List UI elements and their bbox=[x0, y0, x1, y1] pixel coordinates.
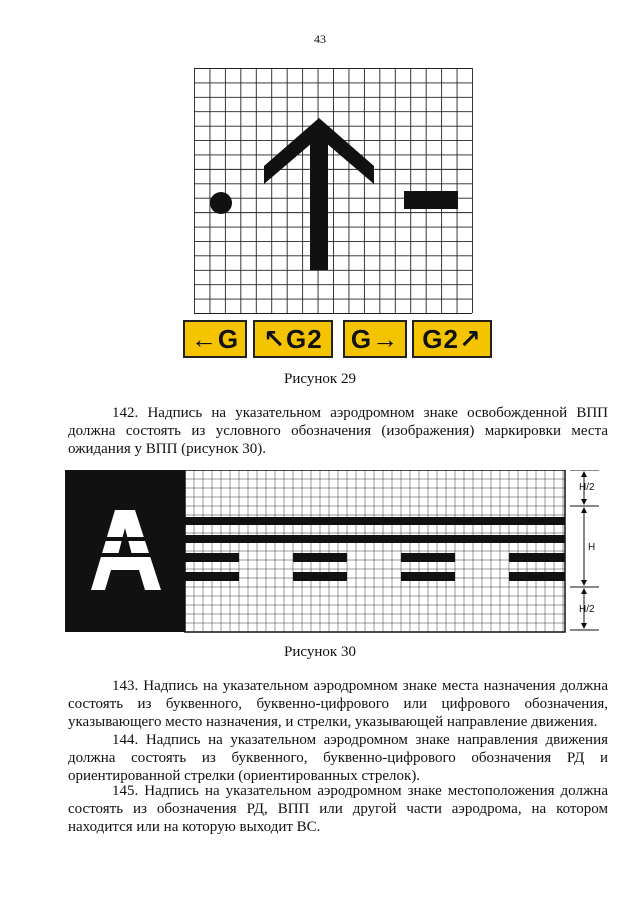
dim-label-top: H/2 bbox=[579, 482, 595, 493]
holding-marking bbox=[185, 517, 565, 581]
dot-symbol bbox=[210, 192, 232, 214]
dim-label-bottom: H/2 bbox=[579, 604, 595, 615]
page-number: 43 bbox=[314, 32, 326, 46]
sign-upleft-g2: ↖G2 bbox=[253, 320, 333, 358]
sign-right-g: G→ bbox=[343, 320, 407, 358]
dash-symbol bbox=[404, 191, 458, 209]
figure-30 bbox=[65, 470, 605, 634]
figure-29-grid bbox=[194, 68, 473, 314]
dim-label-middle: H bbox=[588, 542, 596, 553]
paragraph-143: 143. Надпись на указательном аэродромном знаке места назначения должна состоять из буквенного, буквенно-цифрового или цифрового обозначения, указывающего место назначения, и стрелки, указывающей направление движения. bbox=[68, 678, 608, 730]
paragraph-144: 144. Надпись на указательном аэродромном знаке направления движения должна состоять из буквенного, буквенно-цифрового обозначения РД и ориентированной стрелки (ориентированных стрелок). bbox=[68, 732, 608, 784]
sign-left-g: ←G bbox=[183, 320, 247, 358]
sign-upright-g2: G2↗ bbox=[412, 320, 492, 358]
figure-30-caption: Рисунок 30 bbox=[284, 644, 356, 660]
figure-29-caption: Рисунок 29 bbox=[284, 371, 356, 387]
paragraph-142: 142. Надпись на указательном аэродромном знаке освобожденной ВПП должна состоять из условного обозначения (изображения) маркировки места ожидания у ВПП (рисунок 30). bbox=[68, 405, 608, 457]
arrow-shaft bbox=[310, 134, 328, 270]
paragraph-145: 145. Надпись на указательном аэродромном знаке местоположения должна состоять из обозначения РД, ВПП или другой части аэродрома, на котором находится или на которую выходит ВС. bbox=[68, 783, 608, 835]
